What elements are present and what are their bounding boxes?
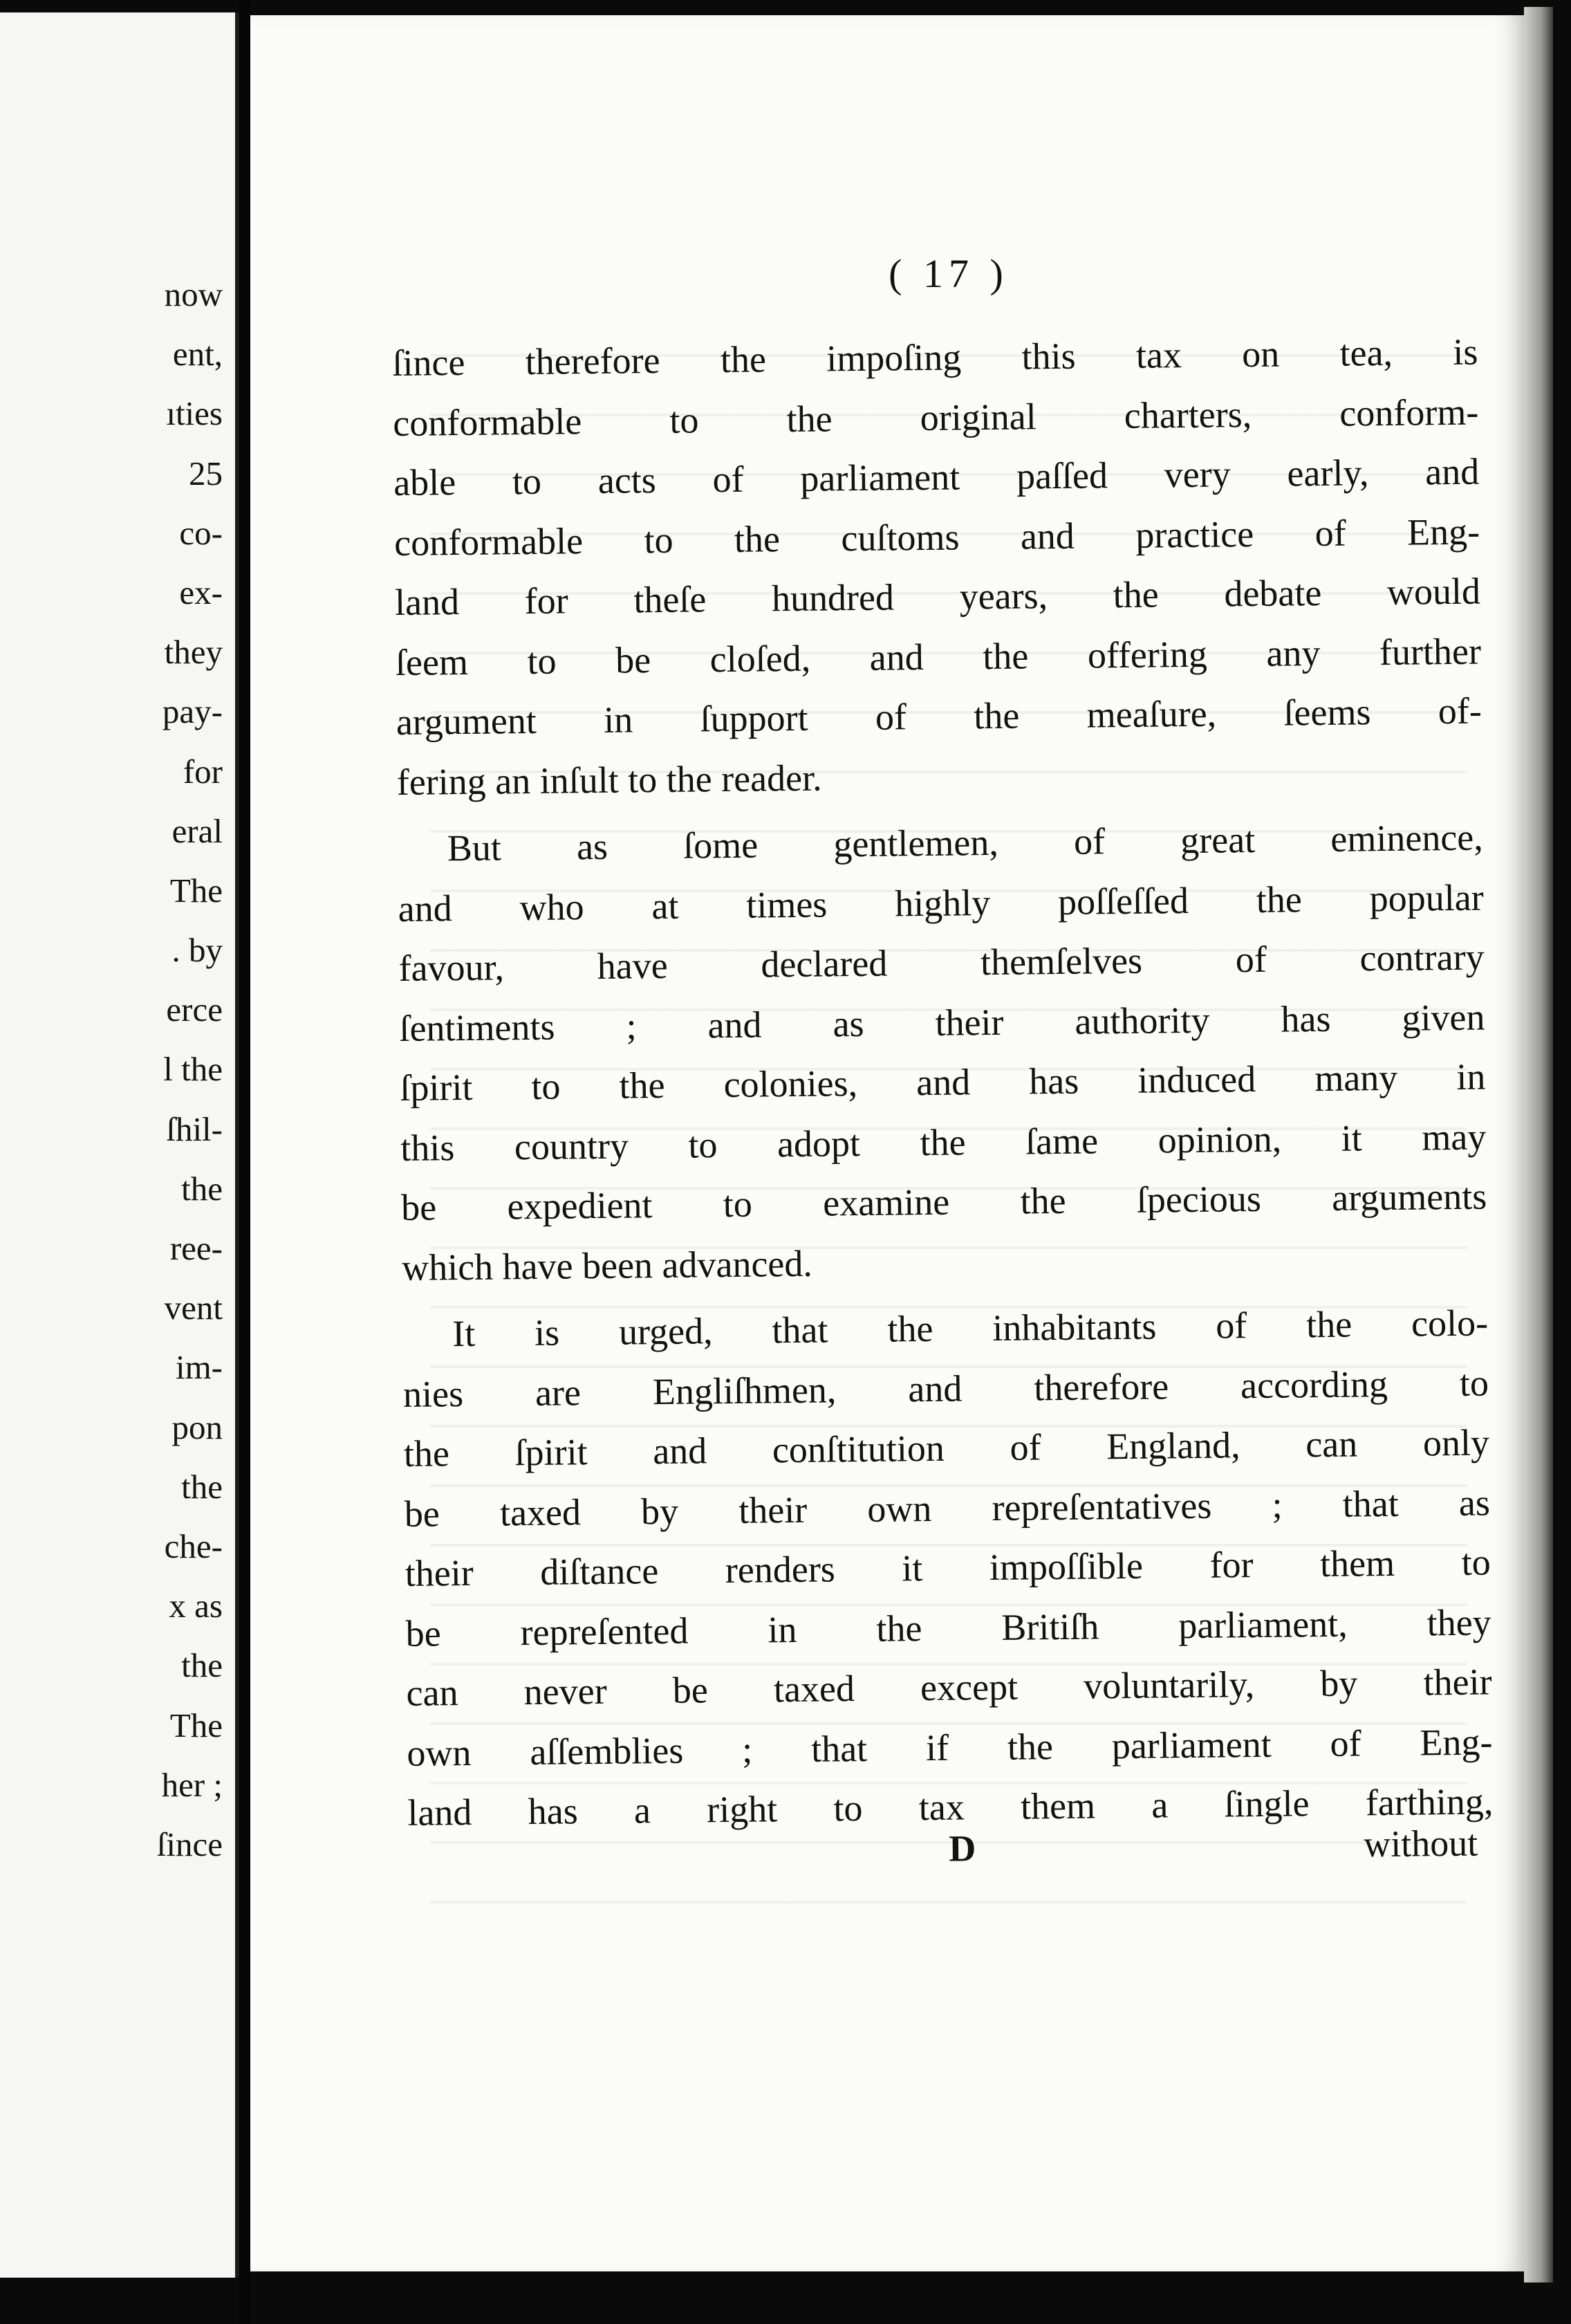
text-line: which have been advanced. xyxy=(401,1242,813,1289)
left-line: vent xyxy=(164,1289,223,1327)
left-line: now xyxy=(164,275,223,313)
left-line: ex- xyxy=(179,573,223,611)
text-line: But as ſome gentlemen, of great eminence, xyxy=(447,816,1484,869)
left-line: l the xyxy=(163,1050,223,1089)
text-line: able to acts of parliament paſſed very early, and xyxy=(393,450,1480,504)
text-line: be repreſented in the Britiſh parliament, they xyxy=(405,1601,1491,1654)
text-line: ſentiments ; and as their authority has given xyxy=(399,996,1485,1049)
left-line: pon xyxy=(171,1408,223,1446)
page-number: ( 17 ) xyxy=(889,251,1009,296)
left-page-line-ends xyxy=(15,265,223,1874)
text-line: can never be taxed except voluntarily, by their xyxy=(406,1661,1492,1714)
left-line: im- xyxy=(175,1348,223,1387)
text-line: fering an inſult to the reader. xyxy=(396,757,822,803)
left-page xyxy=(0,12,239,2278)
body-text xyxy=(392,322,1494,1843)
text-line: their diſtance renders it impoſſible for them to xyxy=(405,1541,1491,1594)
text-line: ſpirit to the colonies, and has induced many in xyxy=(400,1055,1486,1109)
text-line: the ſpirit and conſtitution of England, can only xyxy=(403,1421,1490,1475)
left-line: the xyxy=(181,1467,223,1506)
text-line: nies are Engliſhmen, and therefore according to xyxy=(402,1361,1489,1415)
text-line: be expedient to examine the ſpecious arguments xyxy=(400,1175,1487,1228)
text-line: favour, have declared themſelves of contrary xyxy=(398,936,1485,989)
text-line: conformable to the original charters, conform- xyxy=(393,391,1479,444)
left-line: the xyxy=(181,1169,223,1208)
text-line: and who at times highly poſſeſſed the popular xyxy=(398,876,1484,930)
text-line: be taxed by their own repreſentatives ; that as xyxy=(404,1481,1491,1535)
left-line: The xyxy=(169,871,223,910)
left-line: eral xyxy=(171,811,223,850)
left-line: 25 xyxy=(189,454,223,492)
text-line: own aſſemblies ; that if the parliament of Eng- xyxy=(407,1720,1493,1774)
text-line: ſince therefore the impoſing this tax on tea, is xyxy=(392,331,1478,384)
text-line: this country to adopt the ſame opinion, it may xyxy=(400,1115,1487,1169)
left-line: the xyxy=(181,1646,223,1685)
text-line: land has a right to tax them a ſingle farthing, xyxy=(407,1780,1494,1834)
left-line: x as xyxy=(169,1587,223,1625)
left-line: her ; xyxy=(161,1765,223,1804)
right-page xyxy=(250,15,1524,2271)
left-line: . by xyxy=(171,931,223,970)
left-line: co- xyxy=(179,513,223,552)
left-line: che- xyxy=(164,1527,223,1565)
signature-mark: D xyxy=(948,1827,976,1870)
book-gutter xyxy=(239,0,250,2324)
paragraph xyxy=(392,322,1482,812)
text-line: It is urged, that the inhabitants of the colo- xyxy=(452,1302,1489,1355)
left-line: ıties xyxy=(166,394,223,433)
left-line: for xyxy=(183,752,223,791)
text-line: ſeem to be cloſed, and the offering any further xyxy=(395,630,1482,683)
left-line: ent, xyxy=(172,335,223,374)
left-line: pay- xyxy=(162,692,223,731)
left-line: ree- xyxy=(169,1229,223,1267)
paragraph xyxy=(397,808,1487,1298)
left-line: ſhil- xyxy=(166,1109,223,1148)
left-line: The xyxy=(169,1706,223,1744)
text-line: argument in ſupport of the meaſure, ſeems of- xyxy=(396,690,1482,743)
left-line: erce xyxy=(166,990,223,1029)
left-line: ſince xyxy=(156,1825,223,1863)
text-line: land for theſe hundred years, the debate would xyxy=(394,570,1481,623)
page-edge xyxy=(1524,7,1553,2282)
page-footer xyxy=(392,1822,1478,1888)
catchword: without xyxy=(1363,1822,1478,1865)
paragraph xyxy=(402,1293,1494,1843)
left-line: they xyxy=(164,633,223,672)
text-line: conformable to the cuſtoms and practice of Eng- xyxy=(393,510,1480,564)
